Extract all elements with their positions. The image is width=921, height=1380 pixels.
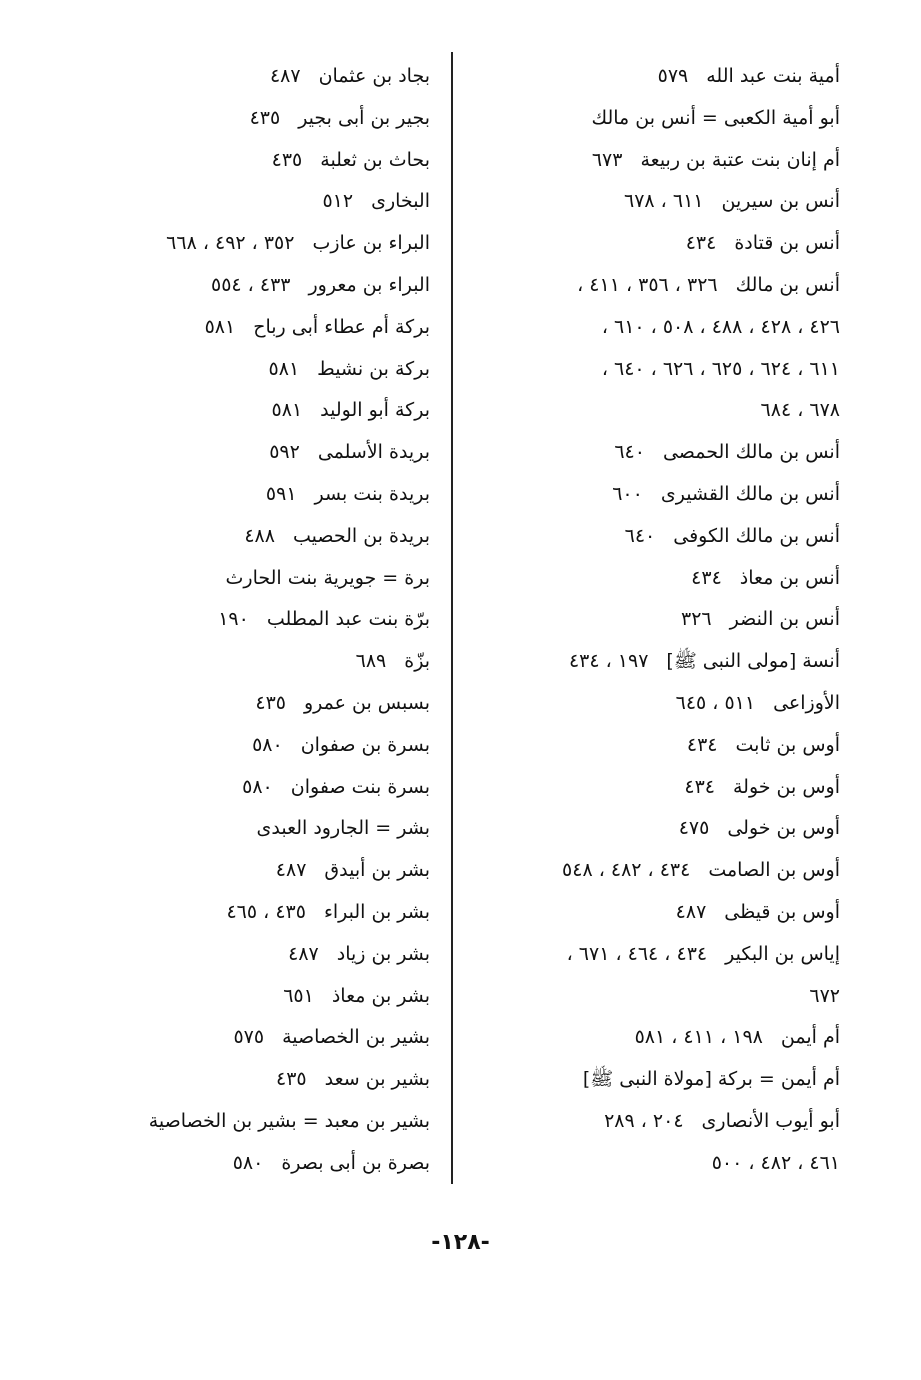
index-entry [100, 724, 430, 766]
entry-page-refs: ٦١١ ، ٦٢٤ ، ٦٢٥ ، ٦٢٦ ، ٦٤٠ ، [601, 357, 840, 380]
index-entry [470, 1142, 840, 1184]
index-entry [100, 807, 430, 849]
entry-name: أوس بن ثابت [735, 733, 840, 756]
entry-page-refs: ٤٣٤ [685, 232, 717, 255]
entry-name: أنس بن مالك [735, 274, 840, 296]
entry-page-refs: ٥٨٠ [232, 1151, 264, 1174]
index-entry [470, 1058, 840, 1100]
entry-name: البراء بن عازب [312, 232, 430, 255]
entry-page-refs: ٤٣٤ ، ٤٦٤ ، ٦٧١ ، [566, 942, 708, 965]
entry-page-refs: ٥٩٢ [269, 441, 300, 464]
entry-name: أنس بن النضر [729, 608, 840, 631]
index-entry [470, 807, 840, 849]
entry-page-refs: ٤٣٤ ، ٤٨٢ ، ٥٤٨ [562, 859, 691, 882]
index-entry [100, 975, 430, 1017]
entry-name: أوس بن خولى [727, 817, 840, 840]
entry-name: بشر بن معاذ [331, 984, 430, 1007]
index-entry [100, 264, 430, 306]
entry-page-refs: ٤٣٥ [255, 692, 286, 714]
index-entry [100, 222, 430, 264]
index-entry [470, 348, 840, 390]
entry-page-refs: ٤٨٧ [269, 65, 301, 87]
entry-page-refs: ٥٨٠ [242, 775, 273, 798]
entry-name: بشر بن زياد [336, 942, 430, 965]
entry-page-refs: ٤٣٤ [691, 566, 722, 589]
index-entry [470, 306, 840, 348]
entry-page-refs: ٦٧٣ [591, 148, 623, 171]
entry-name: بركة أبو الوليد [320, 399, 430, 422]
entry-name: أنسة [مولى النبى ﷺ] [666, 650, 840, 673]
index-entry [100, 682, 430, 724]
entry-page-refs: ٦٧٢ [809, 984, 840, 1007]
entry-name: أوس بن الصامت [708, 859, 840, 882]
index-entry [470, 97, 840, 139]
index-entry [470, 682, 840, 724]
index-entry [100, 891, 430, 933]
entry-page-refs: ٤٧٥ [678, 817, 710, 840]
entry-page-refs: ٥٨١ [268, 357, 300, 380]
entry-page-refs: ٤٣٥ [271, 148, 303, 171]
entry-name: بسرة بنت صفوان [290, 775, 430, 798]
entry-page-refs: ٦١١ ، ٦٧٨ [624, 190, 704, 213]
index-entry [470, 55, 840, 97]
entry-page-refs: ٤٣٣ ، ٥٥٤ [211, 274, 291, 296]
entry-name: أوس بن خولة [732, 775, 840, 798]
index-entry [470, 431, 840, 473]
index-entry [470, 180, 840, 222]
index-entry [470, 849, 840, 891]
entry-page-refs: ٣٢٦ ، ٣٥٦ ، ٤١١ ، [577, 274, 718, 296]
entry-name: بشر = الجارود العبدى [256, 817, 430, 840]
entry-page-refs: ٦٨٩ [355, 650, 387, 673]
index-entry [100, 97, 430, 139]
index-entry [100, 55, 430, 97]
entry-name: بشير بن سعد [324, 1068, 430, 1091]
entry-name: بريدة الأسلمى [317, 441, 430, 464]
entry-name: بجاد بن عثمان [318, 65, 430, 87]
index-entry [100, 431, 430, 473]
entry-page-refs: ٥٩١ [265, 483, 297, 505]
entry-page-refs: ٦٥١ [283, 984, 314, 1007]
entry-name: أم إنان بنت عتبة بن ربيعة [640, 148, 840, 171]
index-entry [100, 933, 430, 975]
index-entry [470, 515, 840, 557]
index-entry [470, 139, 840, 181]
entry-page-refs: ٥١٢ [322, 190, 354, 213]
entry-name: بريدة بنت بسر [314, 483, 430, 505]
entry-name: أبو أمية الكعبى = أنس بن مالك [591, 106, 840, 129]
entry-page-refs: ٤٨٧ [275, 859, 307, 882]
index-entry [470, 891, 840, 933]
entry-page-refs: ١٩٠ [218, 608, 249, 631]
index-entry [470, 473, 840, 515]
entry-name: بركة بن نشيط [317, 357, 430, 380]
entry-page-refs: ٦٤٠ [624, 524, 656, 547]
entry-page-refs: ٥٧٩ [657, 65, 689, 87]
index-entry [100, 139, 430, 181]
entry-page-refs: ٦٧٨ ، ٦٨٤ [760, 399, 840, 422]
index-entry [470, 640, 840, 682]
entry-page-refs: ٤٣٤ [684, 775, 715, 798]
entry-name: أنس بن معاذ [739, 566, 840, 589]
entry-page-refs: ٤٣٥ ، ٤٦٥ [226, 901, 306, 923]
index-entry [100, 348, 430, 390]
index-entry [100, 640, 430, 682]
entry-page-refs: ٥٨٠ [252, 733, 283, 756]
entry-name: بصرة بن أبى بصرة [281, 1151, 430, 1174]
index-entry [100, 849, 430, 891]
entry-name: بشر بن البراء [323, 901, 430, 923]
index-entry [470, 222, 840, 264]
entry-page-refs: ٣٥٢ ، ٤٩٢ ، ٦٦٨ [166, 232, 295, 255]
entry-name: أم أيمن [780, 1026, 840, 1049]
entry-name: بريدة بن الحصيب [292, 524, 430, 547]
entry-name: بشير بن معبد = بشير بن الخصاصية [148, 1110, 430, 1132]
index-entry [100, 1016, 430, 1058]
index-entry [100, 766, 430, 808]
index-entry [470, 557, 840, 599]
entry-name: أوس بن قيظى [724, 901, 840, 923]
index-entry [470, 598, 840, 640]
entry-name: بركة أم عطاء أبى رباح [253, 315, 430, 338]
index-entry [100, 180, 430, 222]
column-divider [451, 52, 453, 1184]
index-entry [470, 1100, 840, 1142]
entry-page-refs: ٤٣٤ [686, 733, 718, 756]
entry-name: بجير بن أبى بجير [298, 106, 430, 129]
entry-page-refs: ٥٨١ [204, 315, 236, 338]
entry-name: أبو أيوب الأنصارى [701, 1110, 840, 1132]
entry-page-refs: ٤٣٥ [249, 106, 281, 129]
entry-name: الأوزاعى [773, 692, 840, 714]
entry-page-refs: ٤٨٧ [675, 901, 707, 923]
entry-name: بحاث بن ثعلبة [320, 148, 430, 171]
entry-name: بشير بن الخصاصية [282, 1026, 430, 1049]
entry-name: البراء بن معرور [308, 274, 430, 296]
entry-page-refs: ٤٢٦ ، ٤٢٨ ، ٤٨٨ ، ٥٠٨ ، ٦١٠ ، [601, 315, 840, 338]
index-entry [470, 933, 840, 975]
entry-page-refs: ٦٤٠ [614, 441, 645, 464]
index-entry [470, 389, 840, 431]
index-entry [470, 724, 840, 766]
index-entry [100, 1142, 430, 1184]
page-number: -١٢٨- [431, 1230, 490, 1255]
index-entry [470, 975, 840, 1017]
entry-page-refs: ١٩٧ ، ٤٣٤ [568, 650, 649, 673]
entry-page-refs: ٥٧٥ [233, 1026, 265, 1049]
entry-page-refs: ٦٠٠ [612, 483, 643, 505]
entry-page-refs: ٥٨١ [271, 399, 303, 422]
index-entry [100, 306, 430, 348]
entry-page-refs: ٤٣٥ [276, 1068, 307, 1091]
entry-name: بسرة بن صفوان [300, 733, 430, 756]
entry-page-refs: ١٩٨ ، ٤١١ ، ٥٨١ [634, 1026, 763, 1049]
entry-name: بسبس بن عمرو [303, 692, 430, 714]
entry-page-refs: ٤٨٨ [244, 524, 275, 547]
entry-name: برّة بنت عبد المطلب [266, 608, 430, 631]
index-entry [100, 473, 430, 515]
entry-name: بشر بن أبيدق [324, 859, 430, 882]
entry-name: أنس بن سيرين [721, 190, 840, 213]
index-entry [100, 1100, 430, 1142]
entry-name: برة = جويرية بنت الحارث [225, 566, 430, 589]
index-entry [470, 264, 840, 306]
entry-name: أنس بن مالك الحمصى [662, 441, 840, 464]
index-entry [100, 557, 430, 599]
entry-name: أنس بن مالك القشيرى [660, 483, 840, 505]
entry-name: أم أيمن = بركة [مولاة النبى ﷺ] [582, 1068, 840, 1091]
entry-name: إياس بن البكير [725, 942, 840, 965]
entry-page-refs: ٢٠٤ ، ٢٨٩ [604, 1110, 684, 1132]
entry-page-refs: ٥١١ ، ٦٤٥ [675, 692, 756, 714]
index-entry [100, 598, 430, 640]
entry-page-refs: ٤٦١ ، ٤٨٢ ، ٥٠٠ [711, 1151, 840, 1174]
index-entry [100, 515, 430, 557]
entry-name: البخارى [371, 190, 430, 213]
index-entry [100, 1058, 430, 1100]
entry-name: بزّة [404, 650, 430, 673]
entry-page-refs: ٤٨٧ [288, 942, 319, 965]
entry-name: أنس بن قتادة [734, 232, 840, 255]
index-entry [470, 766, 840, 808]
entry-name: أمية بنت عبد الله [706, 65, 840, 87]
entry-name: أنس بن مالك الكوفى [673, 524, 840, 547]
index-entry [470, 1016, 840, 1058]
entry-page-refs: ٣٢٦ [680, 608, 712, 631]
index-entry [100, 389, 430, 431]
